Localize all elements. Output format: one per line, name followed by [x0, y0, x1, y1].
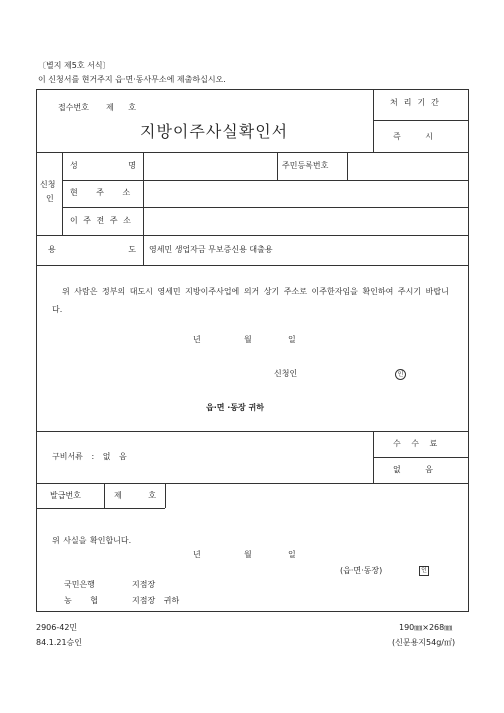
applicant-group-label: 신청: [40, 180, 56, 189]
previous-address-label: 이 주 전 주 소: [70, 216, 131, 225]
receipt-number-suffix: 제 호: [106, 103, 142, 112]
date-month-label: 월: [244, 335, 252, 344]
request-statement: 위 사람은 정부의 대도시 영세민 지방이주사업에 의거 상기 주소로 이주한자임을 확인하여 주시기 바랍니다.: [52, 287, 449, 314]
issue-date-year-label: 년: [193, 550, 201, 559]
form-size: 190㎜×268㎜: [399, 623, 453, 632]
issue-number-label: 발급번호: [50, 491, 81, 500]
processing-period-label: 처리기간: [390, 98, 445, 107]
resident-number-label: 주민등록번호: [282, 161, 329, 170]
required-documents: 구비서류 : 없 음: [52, 452, 127, 461]
bank-2-branch-manager: 지점장 귀하: [132, 596, 180, 605]
purpose-label: 용 도: [48, 245, 136, 254]
confirmation-text: 위 사실을 확인합니다.: [52, 536, 132, 545]
document-title: 지방이주사실확인서: [140, 122, 289, 141]
submission-instruction: 이 신청서를 현거주지 읍·면·동사무소에 제출하십시오.: [38, 75, 226, 84]
purpose-value: 영세민 생업자금 무보증신용 대출용: [149, 245, 273, 254]
applicant-signature-label: 신청인: [274, 369, 298, 378]
name-label: 성 명: [70, 161, 136, 170]
date-day-label: 일: [288, 335, 296, 344]
paper-spec: (신문용지54g/㎡): [392, 638, 456, 647]
fee-value: 없 음: [393, 465, 433, 474]
issue-date-month-label: 월: [244, 550, 252, 559]
applicant-group-label-2: 인: [46, 194, 54, 203]
form-code: 2906-42민: [36, 623, 78, 632]
fee-label: 수 수 료: [393, 439, 438, 448]
form-reference: 〔별지 제5호 서식〕: [38, 61, 111, 70]
addressee-line: 읍·면 ·동장 귀하: [206, 403, 265, 412]
bank-2-name: 농 협: [64, 596, 98, 605]
bank-1-branch-manager: 지점장: [132, 580, 156, 589]
applicant-seal-mark: 인: [395, 369, 406, 380]
issuer-seal-mark: 인: [419, 566, 429, 576]
issue-number-suffix: 제 호: [114, 491, 156, 500]
issue-date-day-label: 일: [288, 550, 296, 559]
bank-1-name: 국민은행: [64, 580, 95, 589]
date-year-label: 년: [193, 335, 201, 344]
receipt-number-label: 접수번호: [58, 103, 89, 112]
current-address-label: 현 주 소: [70, 188, 131, 197]
processing-period-value: 즉 시: [393, 132, 433, 141]
issuer-label: (읍·면·동장): [340, 566, 383, 575]
approval-date: 84.1.21승인: [36, 638, 82, 647]
